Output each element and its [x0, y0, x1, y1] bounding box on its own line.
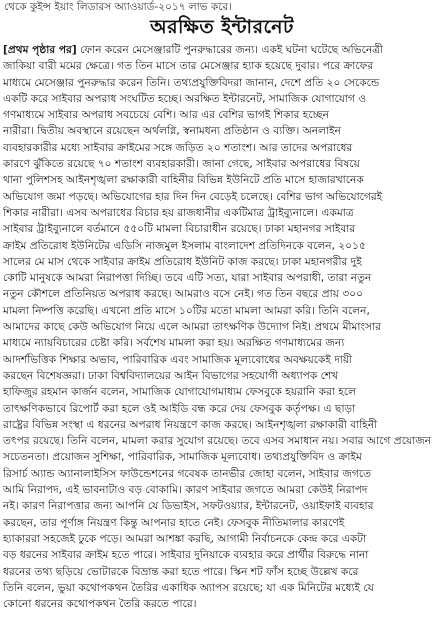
- article-line: নতুন কৌশলে প্রতিনিয়ত অপরাধ করছে। আমরাও বসে নেই। গত তিন বছরে প্রায় ৩০০: [3, 288, 363, 301]
- article-line: হাফিজুর রহমান কার্জন বলেন, সামাজিক যোগাযোগমাধ্যম ফেসবুকে হয়রানি করা হলে: [3, 386, 357, 399]
- article-line: সাইবার ট্রাইব্যুনালে বর্তমানে ৫৫০টি মামলা বিচারাধীন রয়েছে। ঢাকা মহানগর সাইবার: [3, 223, 356, 236]
- article-line: নারীরা। দ্বিতীয় অবস্থানে রয়েছেন অর্থলগ্নি, স্বনামধন্য প্রতিষ্ঠান ও ব্যক্তি। অনলাইন: [3, 125, 341, 138]
- article-line: সালের মে মাস থেকে সাইবার ক্রাইম প্রতিরোধ ইউনিট কাজ করছে। ঢাকা মহানগরীর দুই: [3, 255, 362, 268]
- article-line: [3, 42, 441, 58]
- article-line: মামলা নিষ্পত্তি করেছি। এখনো প্রতি মাসে ১০টির মতো মামলা আমরা করি। তিনি বলেন,: [3, 304, 370, 317]
- article-line: জাকিয়া বারী মমের ক্ষেত্রে। গত তিন মাসে তার মেসেঞ্জার হ্যাক হয়েছে দুবার। পরে ক্রাফের: [3, 60, 374, 73]
- article-line: সচেতনতা। প্রয়োজন সুশিক্ষা, পারিবারিক, সামাজিক মূল্যবোধ। তথ্যপ্রযুক্তিবিদ ও ক্রাইম: [3, 451, 362, 464]
- article-line: রিসার্চ অ্যান্ড অ্যানালাইসিস ফাউন্ডেশনের গবেষক তানভীর জোহা বলেন, সাইবার জগতে: [3, 467, 372, 480]
- article-line: তাৎক্ষণিকভাবে রিপোর্ট করা হলে ওই আইডি বন্ধ করে দেয় ফেসবুক কর্তৃপক্ষ। এ ছাড়া: [3, 402, 356, 415]
- article-headline: অরক্ষিত ইন্টারনেট: [150, 16, 294, 38]
- article-body: [3, 42, 441, 630]
- previous-article-tail: থেকে কুইন্স ইয়াং লিডারস অ্যাওয়ার্ড-২০১৭ লাভ করে।: [4, 1, 232, 13]
- article-line: আদর্শভিত্তিক শিক্ষার অভাব, পারিবারিক এবং সামাজিক মূল্যবোধের অবক্ষয়কেই দায়ী: [3, 353, 353, 366]
- article-line: গণমাধ্যমে সাইবার অপরাধ সবচেয়ে বেশি। আর এর বেশির ভাগই শিকার হচ্ছেন: [3, 109, 329, 122]
- article-line: মাধ্যমে মেসেঞ্জার পুনরুদ্ধার করেন তিনি। তথ্যপ্রযুক্তিবিদরা জানান, দেশে প্রতি ২০ সেকেন্ডে: [3, 76, 380, 89]
- article-line-text: ফোন করেন মেসেঞ্জারটি পুনরুদ্ধারের জন্য। একই ঘটনা ঘটেছে অভিনেত্রী: [76, 44, 383, 56]
- article-line: তিনি বলেন, ভুয়া কথোপকথন তৈরির একাধিক অ্যাপস রয়েছে; যা এক মিনিটের মধ্যেই যে: [3, 581, 374, 594]
- article-line: একটি করে সাইবার অপরাধ সংঘটিত হচ্ছে। অরক্ষিত ইন্টারনেট, সামাজিক যোগাযোগ ও: [3, 92, 367, 105]
- article-line: ধরনের তথ্য ছড়িয়ে ভোটারকে বিভ্রান্ত করা হতে পারে। স্কিন শট ফাঁস হচ্ছে উল্লেখ করে: [3, 565, 359, 578]
- article-line: ব্যবহারকারীর মধ্যে সাইবার ক্রাইমের সঙ্গে জড়িত ২০ শতাংশ। আর তাদের অপরাধের: [3, 141, 353, 154]
- article-line: কোনো ধরনের কথোপকথন তৈরি করতে পারে।: [3, 598, 197, 611]
- article-line: হ্যাকাররা সহজেই ঢুকে পড়ে। আমরা আশঙ্কা করছি, আগামী নির্বাচনকে কেন্দ্র করে একটা: [3, 532, 367, 545]
- article-line: তৎপর রয়েছে। তিনি বলেন, মামলা করার সুযোগ রয়েছে। তবে এসব সমাধান নয়। সবার আগে প্রয়োজন: [3, 435, 432, 448]
- article-line: কারণে ঝুঁকিতে রয়েছে ৭০ শতাংশ ব্যবহারকারী। জানা গেছে, সাইবার অপরাধের বিষয়ে: [3, 158, 360, 171]
- article-line: অভিযোগ জমা পড়ছে। অভিযোগের হার দিন দিন বেড়েই চলেছে। বেশির ভাগ অভিযোগেরই: [3, 190, 383, 203]
- page-continuation-ref: [প্রথম পৃষ্ঠার পর]: [3, 44, 77, 56]
- article-line: মাধ্যমে ন্যায়বিচারের চেষ্টা করি। সর্বশেষ মামলা করা হয়। অরক্ষিত গণমাধ্যমের জন্য: [3, 337, 345, 350]
- article-line: বড় ধরনের সাইবার ক্রাইম হতে পারে। সাইবার দুনিয়াকে ব্যবহার করে প্রার্থীর বিরুদ্ধে নানা: [3, 549, 369, 562]
- article-line: আমাদের কাছে কেউ অভিযোগ নিয়ে এলে আমরা তাৎক্ষণিক উদ্যোগ নিই। প্রথমে মীমাংসার: [3, 321, 381, 334]
- article-line: শিকার নারীরা। এসব অপরাধের বিচার হয় রাজধানীর একটিমাত্র ট্রাইব্যুনালে। একমাত্র: [3, 206, 354, 219]
- article-line: নই। কারণ নিরাপত্তার জন্য আপনি যে ডিভাইস, সফটওয়্যার, ইন্টারনেট, ওয়াইফাই ব্যবহার: [3, 500, 374, 513]
- article-line: থানা পুলিশসহ আইনশৃঙ্খলা রক্ষাকারী বাহিনীর বিভিন্ন ইউনিটে প্রতি মাসে হাজারখানেক: [3, 174, 364, 187]
- article-line: ক্রাইম প্রতিরোধ ইউনিটের এডিসি নাজমুল ইসলাম বাংলাদেশ প্রতিদিনকে বলেন, ২০১৫: [3, 239, 366, 252]
- article-line: আমি নিরাপদ, এই ভাবনাটাও বড় বোকামি। কারণ সাইবার জগতে আমরা কেউই নিরাপদ: [3, 484, 368, 497]
- article-line: করছেন বিশেষজ্ঞরা। ঢাকা বিশ্ববিদ্যালয়ের আইন বিভাগের সহযোগী অধ্যাপক শেখ: [3, 369, 339, 382]
- article-line: করছেন, তার পূর্ণাঙ্গ নিয়ন্ত্রণ কিন্তু আপনার হাতে নেই। ফেসবুক নীতিমালার কারণেই: [3, 516, 345, 529]
- article-line: কোটি মানুষকে আমরা নিরাপত্তা দিচ্ছি। তবে এটি সত্য, যারা সাইবার অপরাধী, তারা নতুন: [3, 272, 372, 285]
- article-line: রাষ্ট্রের বিভিন্ন সংস্থা এ ধরনের অপরাধ নিয়ন্ত্রণে কাজ করছে। আইনশৃঙ্খলা রক্ষাকারী বাহিনী: [3, 418, 378, 431]
